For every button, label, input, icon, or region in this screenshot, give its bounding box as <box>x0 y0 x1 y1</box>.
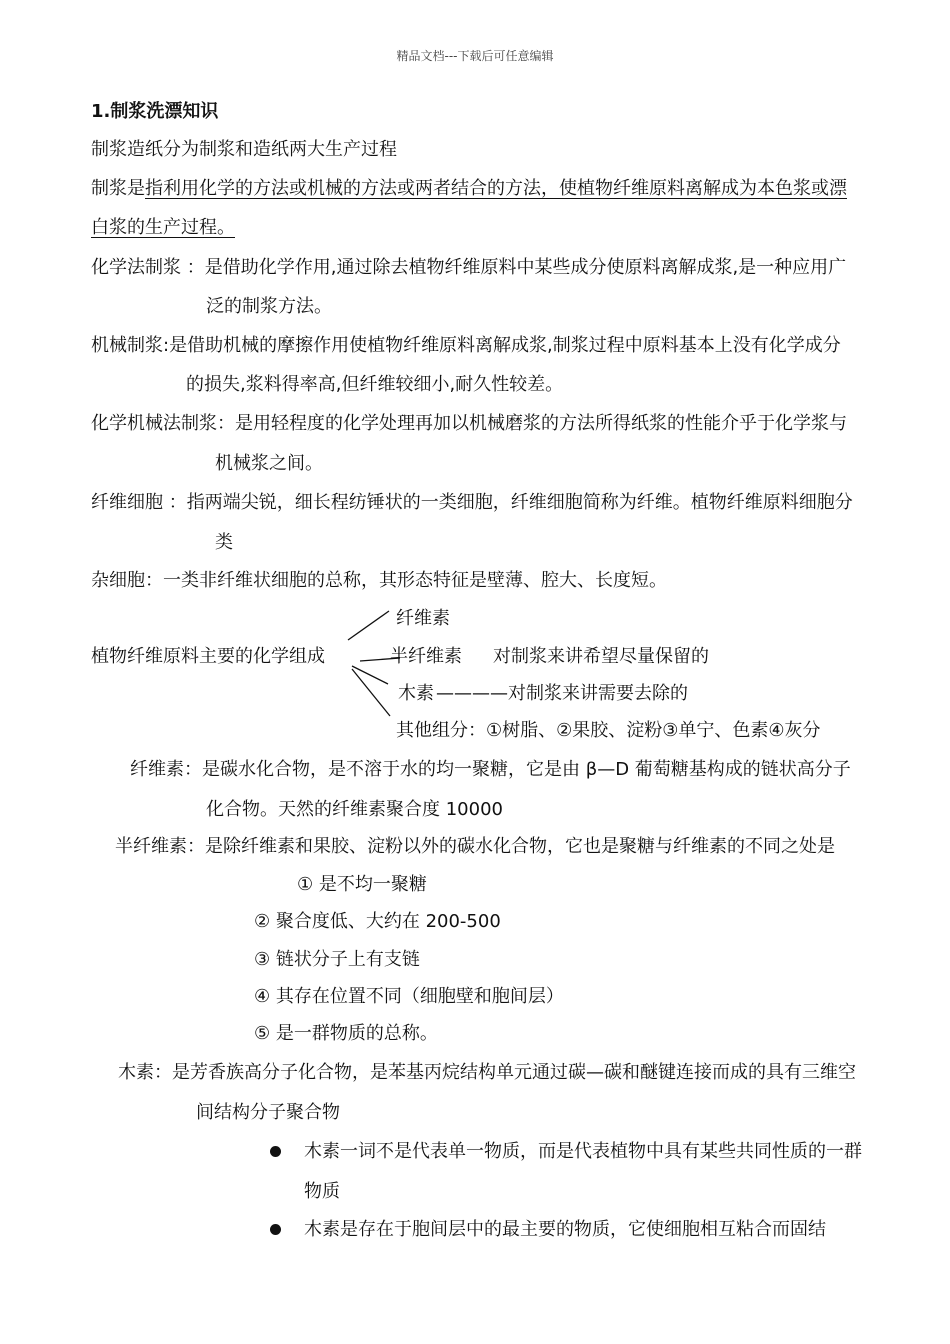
pulping-underlined-2: 白浆的生产过程。 <box>91 217 235 238</box>
cellulose-def-line2: 化合物。天然的纤维素聚合度 10000 <box>206 799 503 820</box>
composition-root: 植物纤维原料主要的化学组成 <box>91 646 325 667</box>
cellulose-def-line1: 纤维素：是碳水化合物，是不溶于水的均一聚糖，它是由 β—D 葡萄糖基构成的链状高分子 <box>130 759 851 780</box>
bullet-dot <box>270 1224 281 1235</box>
composition-hemi-note: 对制浆来讲希望尽量保留的 <box>493 646 709 667</box>
page-header: 精品文档---下载后可任意编辑 <box>396 49 554 63</box>
composition-lignin-note: ————对制浆来讲需要去除的 <box>436 683 688 704</box>
bullet-dot <box>270 1146 281 1157</box>
composition-cellulose: 纤维素 <box>396 608 450 629</box>
lignin-def-line1: 木素：是芳香族高分子化合物，是苯基丙烷结构单元通过碳—碳和醚键连接而成的具有三维空 <box>118 1062 856 1083</box>
chemi-mechanical-line1: 化学机械法制浆：是用轻程度的化学处理再加以机械磨浆的方法所得纸浆的性能介乎于化学浆与 <box>91 413 847 434</box>
branch-line-hemicellulose <box>360 658 400 661</box>
branch-line-cellulose <box>348 611 389 640</box>
fiber-cell-line1: 纤维细胞 ：指两端尖锐，细长程纺锤状的一类细胞，纤维细胞简称为纤维。植物纤维原料细胞分 <box>91 492 853 513</box>
hemicellulose-item-1: ① 是不均一聚糖 <box>297 874 427 895</box>
composition-others: 其他组分：①树脂、②果胶、淀粉③单宁、色素④灰分 <box>396 720 821 741</box>
hemicellulose-item-3: ③ 链状分子上有支链 <box>254 949 420 970</box>
lignin-bullet-1-line1: 木素一词不是代表单一物质，而是代表植物中具有某些共同性质的一群 <box>304 1141 862 1162</box>
misc-cell-text: 杂细胞：一类非纤维状细胞的总称，其形态特征是壁薄、腔大、长度短。 <box>91 570 667 591</box>
fiber-cell-line2: 类 <box>215 532 233 553</box>
chemical-pulping-line1: 化学法制浆 ：是借助化学作用,通过除去植物纤维原料中某些成分使原料离解成浆,是一种应用广 <box>91 257 847 278</box>
pulping-lead: 制浆是 <box>91 178 145 199</box>
lignin-bullet-2-line1: 木素是存在于胞间层中的最主要的物质，它使细胞相互粘合而固结 <box>304 1219 826 1240</box>
hemicellulose-item-5: ⑤ 是一群物质的总称。 <box>254 1023 438 1044</box>
chemical-pulping-line2: 泛的制浆方法。 <box>206 296 332 317</box>
lignin-def-line2: 间结构分子聚合物 <box>196 1102 340 1123</box>
hemicellulose-item-4: ④ 其存在位置不同（细胞壁和胞间层） <box>254 986 564 1007</box>
section-title: 1.制浆洗漂知识 <box>91 101 219 122</box>
hemicellulose-def-line1: 半纤维素：是除纤维素和果胶、淀粉以外的碳水化合物，它也是聚糖与纤维素的不同之处是 <box>115 836 835 857</box>
chemi-mechanical-line2: 机械浆之间。 <box>215 453 323 474</box>
intro-text: 制浆造纸分为制浆和造纸两大生产过程 <box>91 139 397 160</box>
composition-hemicellulose: 半纤维素 <box>390 646 462 667</box>
lignin-bullet-1-line2: 物质 <box>304 1181 340 1202</box>
hemicellulose-item-2: ② 聚合度低、大约在 200-500 <box>254 911 501 932</box>
mechanical-pulping-line1: 机械制浆:是借助机械的摩擦作用使植物纤维原料离解成浆,制浆过程中原料基本上没有化学成分 <box>91 335 841 356</box>
composition-lignin: 木素 <box>398 683 434 704</box>
pulping-underlined-1: 指利用化学的方法或机械的方法或两者结合的方法，使植物纤维原料离解成为本色浆或漂 <box>145 178 847 199</box>
mechanical-pulping-line2: 的损失,浆料得率高,但纤维较细小,耐久性较差。 <box>186 374 564 395</box>
